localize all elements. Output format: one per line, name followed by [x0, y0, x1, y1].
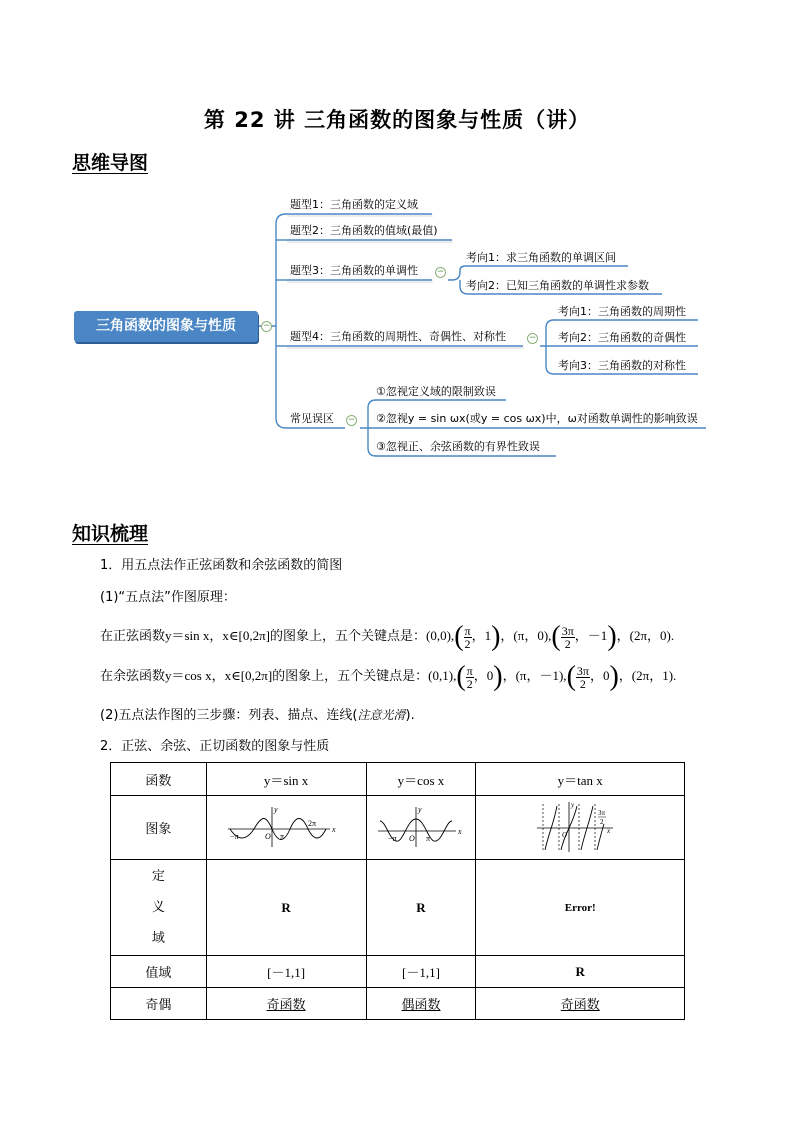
- mindmap-node-t3-1: 考向1：求三角函数的单调区间: [466, 251, 616, 264]
- table-cell: [－1,1]: [366, 956, 476, 988]
- mindmap-node-t4-2: 考向2：三角函数的奇偶性: [558, 331, 686, 344]
- sin-points-prefix: 在正弦函数y＝sin x，x∈[0,2π]的图象上，五个关键点是：(0,0),: [100, 628, 455, 643]
- table-cell: 奇函数: [206, 988, 366, 1020]
- paragraph-cos-points: 在余弦函数y＝cos x，x∈[0,2π]的图象上，五个关键点是：(0,1),( $\frac{\pi}{2}$ ，0)，(π，－1),( $\frac{3\pi}{2}$ ，0)，(2π，1).: [100, 661, 677, 693]
- table-cell: R: [476, 956, 685, 988]
- mindmap-node-t4: 题型4：三角函数的周期性、奇偶性、对称性: [290, 330, 506, 343]
- paragraph-table-intro: 2．正弦、余弦、正切函数的图象与性质: [100, 739, 330, 754]
- mindmap-node-m2: ②忽视y = sin ωx(或y = cos ωx)中，ω对函数单调性的影响致误: [376, 412, 698, 425]
- table-cell: 偶函数: [366, 988, 476, 1020]
- collapse-icon[interactable]: −: [528, 333, 537, 343]
- paragraph-five-point: 1．用五点法作正弦函数和余弦函数的简图: [100, 558, 343, 573]
- mindmap-root: 三角函数的图象与性质: [74, 311, 258, 342]
- tan-graph-label: 3π: [598, 808, 606, 817]
- sin-graph-label: 2π: [308, 818, 317, 828]
- cos-graph-label: x: [457, 826, 462, 836]
- table-row-label: 值域: [111, 956, 207, 988]
- sin-graph-label: π: [280, 831, 285, 841]
- table-row: [111, 956, 685, 988]
- mindmap-node-misc: 常见误区: [290, 412, 334, 425]
- collapse-icon[interactable]: −: [262, 321, 271, 331]
- tan-graph-label: O: [562, 830, 568, 839]
- collapse-icon[interactable]: −: [436, 267, 445, 277]
- table-header: 函数: [111, 763, 207, 796]
- tan-graph-label: y: [571, 800, 575, 809]
- table-row-label: 图象: [111, 796, 207, 860]
- table-row-label: 定 义 域: [111, 860, 207, 956]
- mindmap-connectors: [0, 0, 794, 480]
- cos-graph-label: π: [425, 833, 431, 843]
- fraction: $\frac{3\pi}{2}$: [576, 663, 589, 691]
- table-cell: [－1,1]: [206, 956, 366, 988]
- tan-graph-label: x: [607, 826, 611, 835]
- paragraph-sin-points: 在正弦函数y＝sin x，x∈[0,2π]的图象上，五个关键点是：(0,0),( $\frac{\pi}{2}$ ，1)，(π，0),( $\frac{3\pi}{2}$ ，－1)，(2π，0).: [100, 621, 675, 653]
- fraction: $\frac{\pi}{2}$: [464, 623, 471, 651]
- mindmap-node-t4-3: 考向3：三角函数的对称性: [558, 359, 686, 372]
- sin-graph: [226, 801, 346, 851]
- sin-graph-label: O: [265, 831, 271, 841]
- table-row: [111, 796, 685, 860]
- table-header: y＝sin x: [206, 763, 366, 796]
- sin-graph-cell: [206, 796, 366, 860]
- note-smooth: 注意光滑: [357, 708, 406, 722]
- tan-graph-label: 2: [600, 817, 604, 826]
- table-row-label: 奇偶: [111, 988, 207, 1020]
- mindmap-node-t1: 题型1：三角函数的定义域: [290, 198, 418, 211]
- mindmap-node-t3: 题型3：三角函数的单调性: [290, 264, 418, 277]
- paragraph-principle: (1)“五点法”作图原理：: [100, 590, 236, 605]
- table-row: [111, 860, 685, 956]
- sin-graph-label: −π: [230, 831, 239, 841]
- table-cell: 奇函数: [476, 988, 685, 1020]
- fraction: $\frac{3\pi}{2}$: [561, 623, 574, 651]
- table-header: y＝tan x: [476, 763, 685, 796]
- mindmap-node-t4-1: 考向1：三角函数的周期性: [558, 305, 686, 318]
- cos-graph: [376, 801, 466, 851]
- tan-graph: [535, 798, 625, 854]
- sin-graph-label: y: [274, 804, 278, 814]
- table-row: [111, 763, 685, 796]
- table-header: y＝cos x: [366, 763, 476, 796]
- mindmap-node-m3: ③忽视正、余弦函数的有界性致误: [376, 440, 540, 453]
- properties-table: [110, 762, 685, 1020]
- mindmap-node-m1: ①忽视定义域的限制致误: [376, 385, 496, 398]
- mindmap-node-t2: 题型2：三角函数的值域(最值): [290, 224, 438, 237]
- knowledge-heading: 知识梳理: [72, 523, 149, 545]
- cos-points-prefix: 在余弦函数y＝cos x，x∈[0,2π]的图象上，五个关键点是：(0,1),: [100, 668, 457, 683]
- table-cell: Error!: [476, 860, 685, 956]
- mindmap-heading: 思维导图: [72, 152, 149, 174]
- table-row: [111, 988, 685, 1020]
- cos-graph-cell: [366, 796, 476, 860]
- table-cell: R: [366, 860, 476, 956]
- sin-graph-label: x: [332, 824, 336, 834]
- paragraph-three-steps: (2)五点法作图的三步骤：列表、描点、连线(注意光滑).: [100, 708, 415, 723]
- cos-graph-label: O: [408, 833, 415, 843]
- page-title: 第 22 讲 三角函数的图象与性质（讲）: [203, 108, 591, 132]
- mindmap-node-t3-2: 考向2：已知三角函数的单调性求参数: [466, 279, 649, 292]
- collapse-icon[interactable]: −: [347, 415, 356, 425]
- fraction: $\frac{\pi}{2}$: [466, 663, 473, 691]
- table-cell: R: [206, 860, 366, 956]
- tan-graph-cell: [476, 796, 685, 860]
- cos-graph-label: y: [417, 804, 422, 814]
- cos-graph-label: −π: [387, 833, 397, 843]
